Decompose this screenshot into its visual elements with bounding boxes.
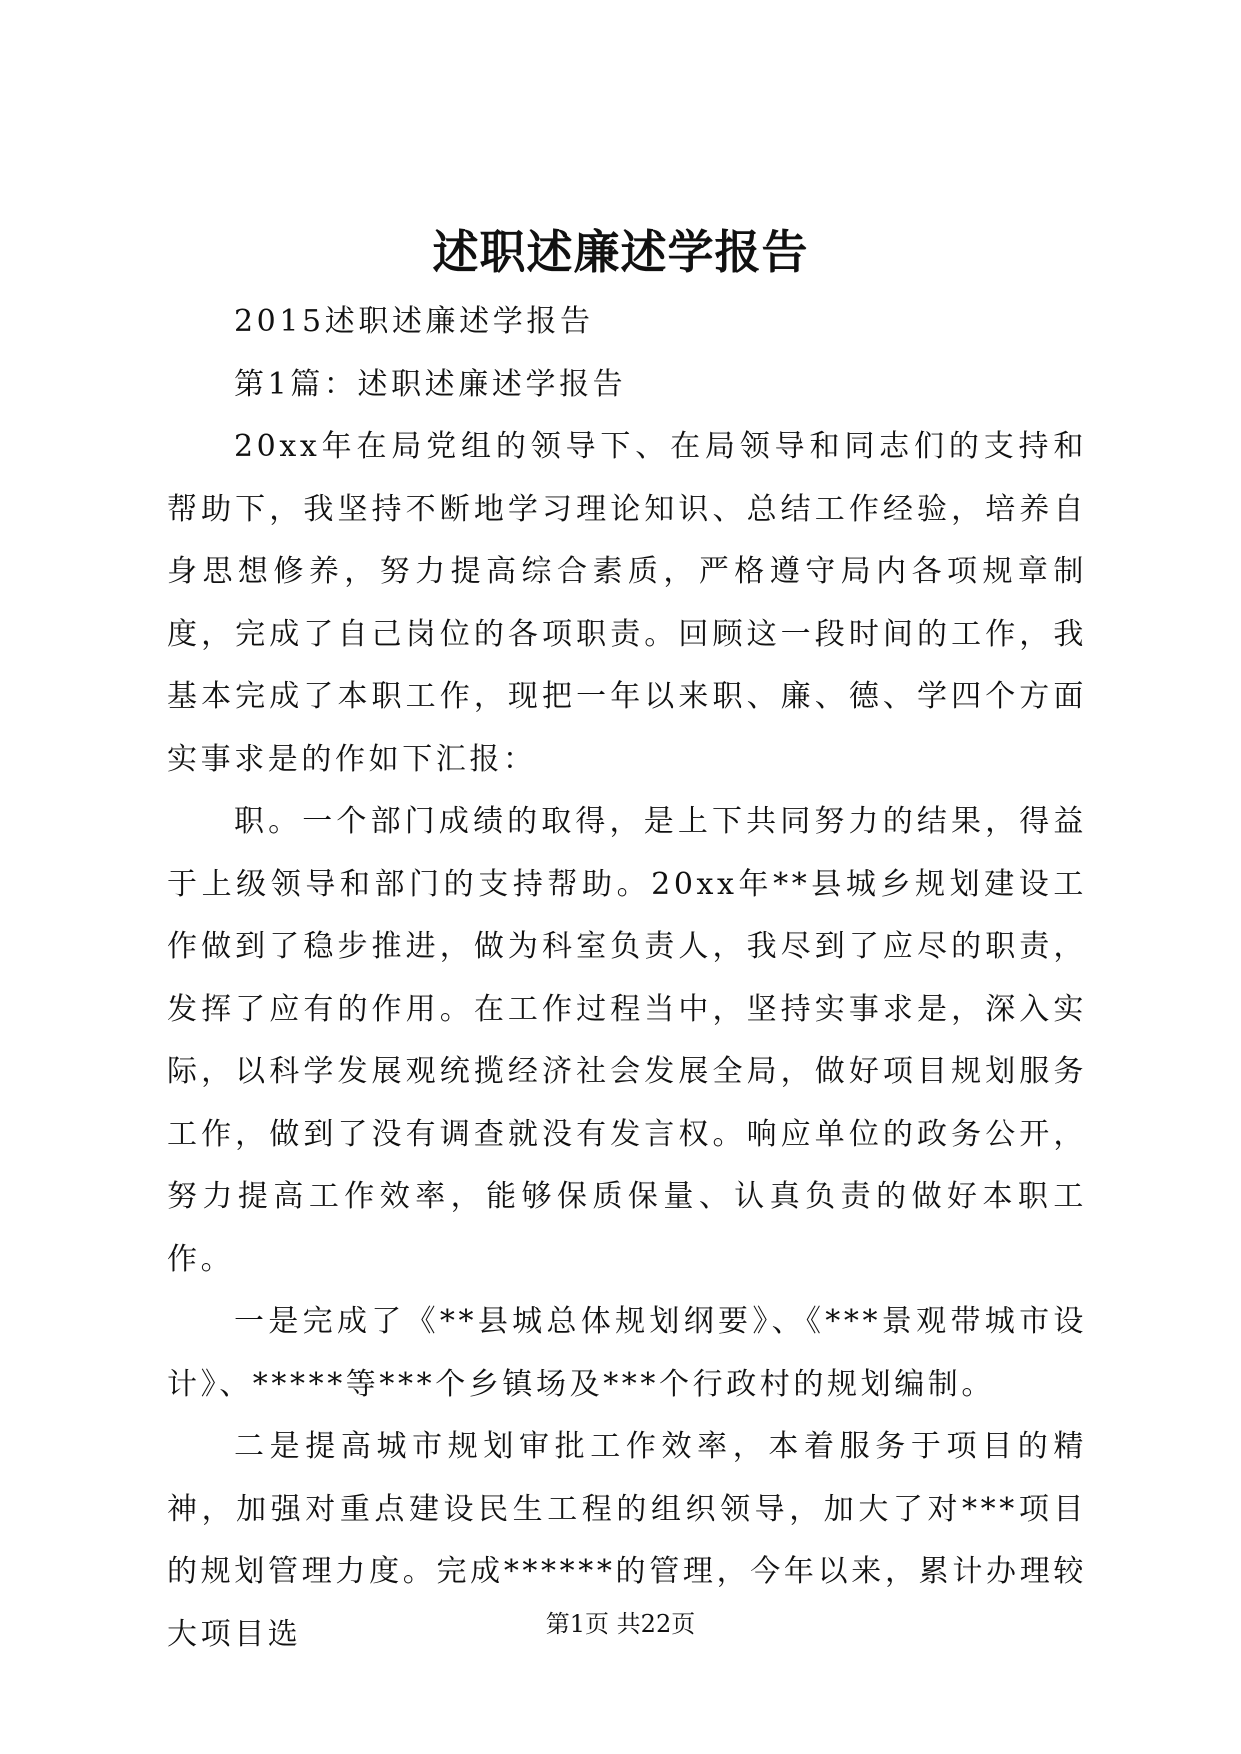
paragraph: 2015述职述廉述学报告 xyxy=(234,304,594,339)
paragraph: 20xx年在局党组的领导下、在局领导和同志们的支持和帮助下，我坚持不断地学习理论知识、总结工作经验，培养自身思想修养，努力提高综合素质，严格遵守局内各项规章制度，完成了自己岗位的各项职责。回顾这一段时间的工作，我基本完成了本职工作，现把一年以来职、廉、德、学四个方面实事求是的作如下汇报： xyxy=(167,429,1087,777)
document-title: 述职述廉述学报告 xyxy=(432,225,809,279)
document-body xyxy=(167,291,1087,1666)
paragraph: 第1篇：述职述廉述学报告 xyxy=(234,366,627,402)
page-number-footer: 第1页 共22页 xyxy=(545,1610,696,1638)
paragraph: 一是完成了《**县城总体规划纲要》、《***景观带城市设计》、*****等***个乡镇场及***个行政村的规划编制。 xyxy=(167,1304,1087,1402)
paragraph: 二是提高城市规划审批工作效率，本着服务于项目的精神，加强对重点建设民生工程的组织领导，加大了对***项目的规划管理力度。完成******的管理，今年以来，累计办理较大项目选 xyxy=(167,1429,1087,1652)
paragraph: 职。一个部门成绩的取得，是上下共同努力的结果，得益于上级领导和部门的支持帮助。20xx年**县城乡规划建设工作做到了稳步推进，做为科室负责人，我尽到了应尽的职责，发挥了应有的作用。在工作过程当中，坚持实事求是，深入实际，以科学发展观统揽经济社会发展全局，做好项目规划服务工作，做到了没有调查就没有发言权。响应单位的政务公开，努力提高工作效率，能够保质保量、认真负责的做好本职工作。 xyxy=(167,804,1087,1277)
